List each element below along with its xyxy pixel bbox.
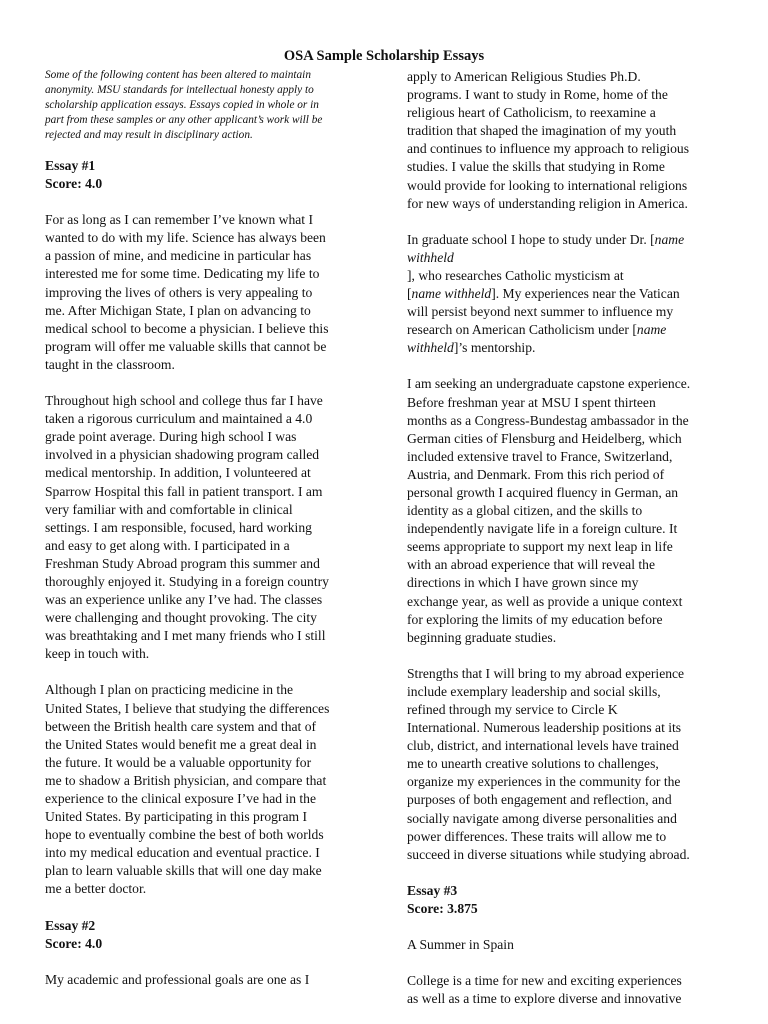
text-line: months as a Congress-Bundestag ambassador in the [407, 412, 689, 428]
text-line: medical school to become a physician. I believe this [45, 320, 329, 336]
text-line: and continues to influence my approach to religious [407, 141, 689, 157]
text-line: studies. I value the skills that studying in Rome [407, 159, 665, 175]
left-column [45, 68, 365, 989]
text-line: thoroughly enjoyed it. Studying in a foreign country [45, 573, 329, 589]
text-line: club, district, and international levels have trained [407, 738, 679, 754]
text-segment: ], who researches Catholic mysticism at [407, 267, 624, 283]
text-line: settings. I am responsible, focused, hard working [45, 519, 312, 535]
text-line: was an experience unlike any I’ve had. The classes [45, 592, 323, 608]
withheld-name: name withheld [411, 286, 492, 302]
essay-1-score: Score: 4.0 [45, 176, 103, 192]
text-line: hope to eventually combine the best of both worlds [45, 827, 324, 843]
text-line: grade point average. During high school I was [45, 429, 297, 445]
text-line: a passion of mine, and medicine in particular has [45, 248, 312, 264]
essay-2-paragraph-3 [407, 375, 729, 646]
text-line: the United States would benefit me a great deal in [45, 736, 317, 752]
text-line: United States, I believe that studying the differences [45, 700, 330, 716]
essay-3-heading: Essay #3 [407, 882, 458, 898]
disclaimer-line: rejected and may result in disciplinary action. [45, 129, 253, 141]
text-segment: ]’s mentorship. [453, 340, 536, 356]
text-line: tradition that shaped the imagination of my youth [407, 123, 677, 139]
text-line: Freshman Study Abroad program this summer and [45, 555, 320, 571]
disclaimer-line: anonymity. MSU standards for intellectual honesty apply to [45, 84, 314, 96]
text-line: were challenging and thought provoking. The city [45, 610, 317, 626]
right-column [407, 68, 729, 1008]
essay-2-paragraph-1-continued [407, 68, 729, 213]
text-line: socially navigate among diverse personalities and [407, 810, 677, 826]
text-line: Although I plan on practicing medicine in the [45, 682, 294, 698]
text-line: include exemplary leadership and social skills, [407, 683, 661, 699]
essay-1-heading: Essay #1 [45, 158, 96, 173]
text-line: refined through my service to Circle K [407, 702, 618, 717]
text-line: taught in the classroom. [45, 356, 175, 372]
essay-3-score: Score: 3.875 [407, 900, 478, 916]
text-line: [name withheld]. My experiences near the Vatican [407, 286, 680, 302]
essay-2-paragraph-4 [407, 665, 729, 864]
text-line: succeed in diverse situations while studying abroad. [407, 846, 690, 862]
text-line: involved in a physician shadowing program called [45, 447, 320, 463]
text-line: will persist beyond next summer to influence my [407, 304, 674, 320]
text-line: keep in touch with. [45, 646, 150, 662]
text-line: German cities of Flensburg and Heidelberg, which [407, 430, 682, 446]
text-line: identity as a global citizen, and the skills to [407, 503, 643, 519]
text-line: independently navigate life in a foreign culture. It [407, 521, 678, 537]
text-line: for new ways of understanding religion in America. [407, 195, 688, 211]
text-line: interested me for some time. Dedicating my life to [45, 266, 320, 282]
text-line: me to shadow a British physician, and compare that [45, 772, 327, 788]
text-line: me a better doctor. [45, 881, 147, 897]
text-line: as well as a time to explore diverse and innovative [407, 991, 682, 1007]
disclaimer-line: part from these samples or any other applicant’s work will be [45, 114, 323, 126]
essay-2-heading: Essay #2 [45, 917, 96, 933]
text-line: power differences. These traits will allow me to [407, 828, 667, 844]
disclaimer-line: scholarship application essays. Essays copied in whole or in [45, 99, 319, 111]
text-line: beginning graduate studies. [407, 629, 557, 645]
text-line: program will offer me valuable skills that cannot be [45, 338, 327, 354]
text-line: College is a time for new and exciting experiences [407, 973, 682, 989]
text-line: into my medical education and eventual practice. I [45, 845, 320, 861]
essay-1-paragraph-2 [45, 392, 365, 663]
text-line: for exploring the limits of my education before [407, 611, 663, 627]
withheld-name: name withheld [407, 231, 685, 265]
text-line: exchange year, as well as provide a unique context [407, 593, 683, 609]
text-line: very familiar with and comfortable in clinical [45, 501, 293, 517]
text-segment: research on American Catholicism under [ [407, 322, 637, 338]
text-line: me. After Michigan State, I plan on advancing to [45, 302, 311, 318]
withheld-name-part: name [636, 322, 667, 338]
text-line: me to unearth creative solutions to challenges, [407, 756, 659, 772]
text-line: between the British health care system and that of [45, 718, 317, 734]
text-line: For as long as I can remember I’ve known what I [45, 212, 314, 228]
disclaimer-line: Some of the following content has been altered to maintain [45, 69, 311, 81]
text-segment: In graduate school I hope to study under Dr. [ [407, 231, 655, 247]
text-line: Before freshman year at MSU I spent thirteen [407, 394, 656, 410]
text-line: purposes of both engagement and reflection, and [407, 792, 672, 808]
text-line: improving the lives of others is very appealing to [45, 284, 313, 300]
text-segment: ]. My experiences near the Vatican [491, 286, 680, 302]
text-line [407, 321, 729, 339]
text-line: seems appropriate to support my next leap in life [407, 539, 673, 555]
text-line: plan to learn valuable skills that will one day make [45, 863, 322, 879]
text-line: the future. It would be a valuable opportunity for [45, 754, 312, 770]
essay-2-opening-line: My academic and professional goals are one as I [45, 971, 310, 987]
text-line: experience to the clinical exposure I’ve had in the [45, 791, 316, 806]
text-line: taken a rigorous curriculum and maintained a 4.0 [45, 411, 313, 427]
text-line: and easy to get along with. I participated in a [45, 537, 290, 553]
essay-2-score: Score: 4.0 [45, 935, 103, 951]
text-line: programs. I want to study in Rome, home of the [407, 87, 668, 103]
text-line: I am seeking an undergraduate capstone experience. [407, 376, 691, 392]
document-title: OSA Sample Scholarship Essays [283, 48, 485, 64]
essay-3-subtitle: A Summer in Spain [407, 937, 514, 953]
text-line: United States. By participating in this program I [45, 809, 308, 825]
withheld-name-part: withheld [407, 340, 454, 356]
text-line [407, 231, 729, 267]
essay-2-paragraph-2 [407, 231, 729, 358]
text-line: Throughout high school and college thus far I have [45, 393, 323, 409]
text-line: included extensive travel to France, Switzerland, [407, 448, 673, 464]
essay-1-paragraph-3 [45, 681, 365, 898]
text-line: with an abroad experience that will reveal the [407, 557, 655, 573]
text-line: would provide for looking to international religions [407, 177, 688, 193]
text-line: International. Numerous leadership positions at its [407, 720, 682, 736]
text-line: Strengths that I will bring to my abroad experience [407, 665, 685, 681]
text-line: Sparrow Hospital this fall in patient transport. I am [45, 483, 323, 499]
text-line: religious heart of Catholicism, to reexamine a [407, 105, 656, 121]
text-line: Austria, and Denmark. From this rich period of [407, 466, 665, 482]
essay-3-paragraph-1 [407, 972, 729, 1008]
text-line: directions in which I have grown since my [407, 575, 639, 591]
text-line [407, 267, 729, 285]
text-line: personal growth I acquired fluency in German, an [407, 484, 679, 500]
essay-1-paragraph-1 [45, 211, 365, 374]
text-line: organize my experiences in the community for the [407, 774, 681, 790]
disclaimer-note [45, 68, 365, 143]
text-line: apply to American Religious Studies Ph.D. [407, 69, 641, 84]
text-line: wanted to do with my life. Science has always been [45, 230, 326, 246]
text-line: was breathtaking and I met many friends who I still [45, 628, 326, 644]
text-line: medical mentorship. In addition, I volunteered at [45, 465, 311, 481]
text-line [407, 339, 729, 357]
